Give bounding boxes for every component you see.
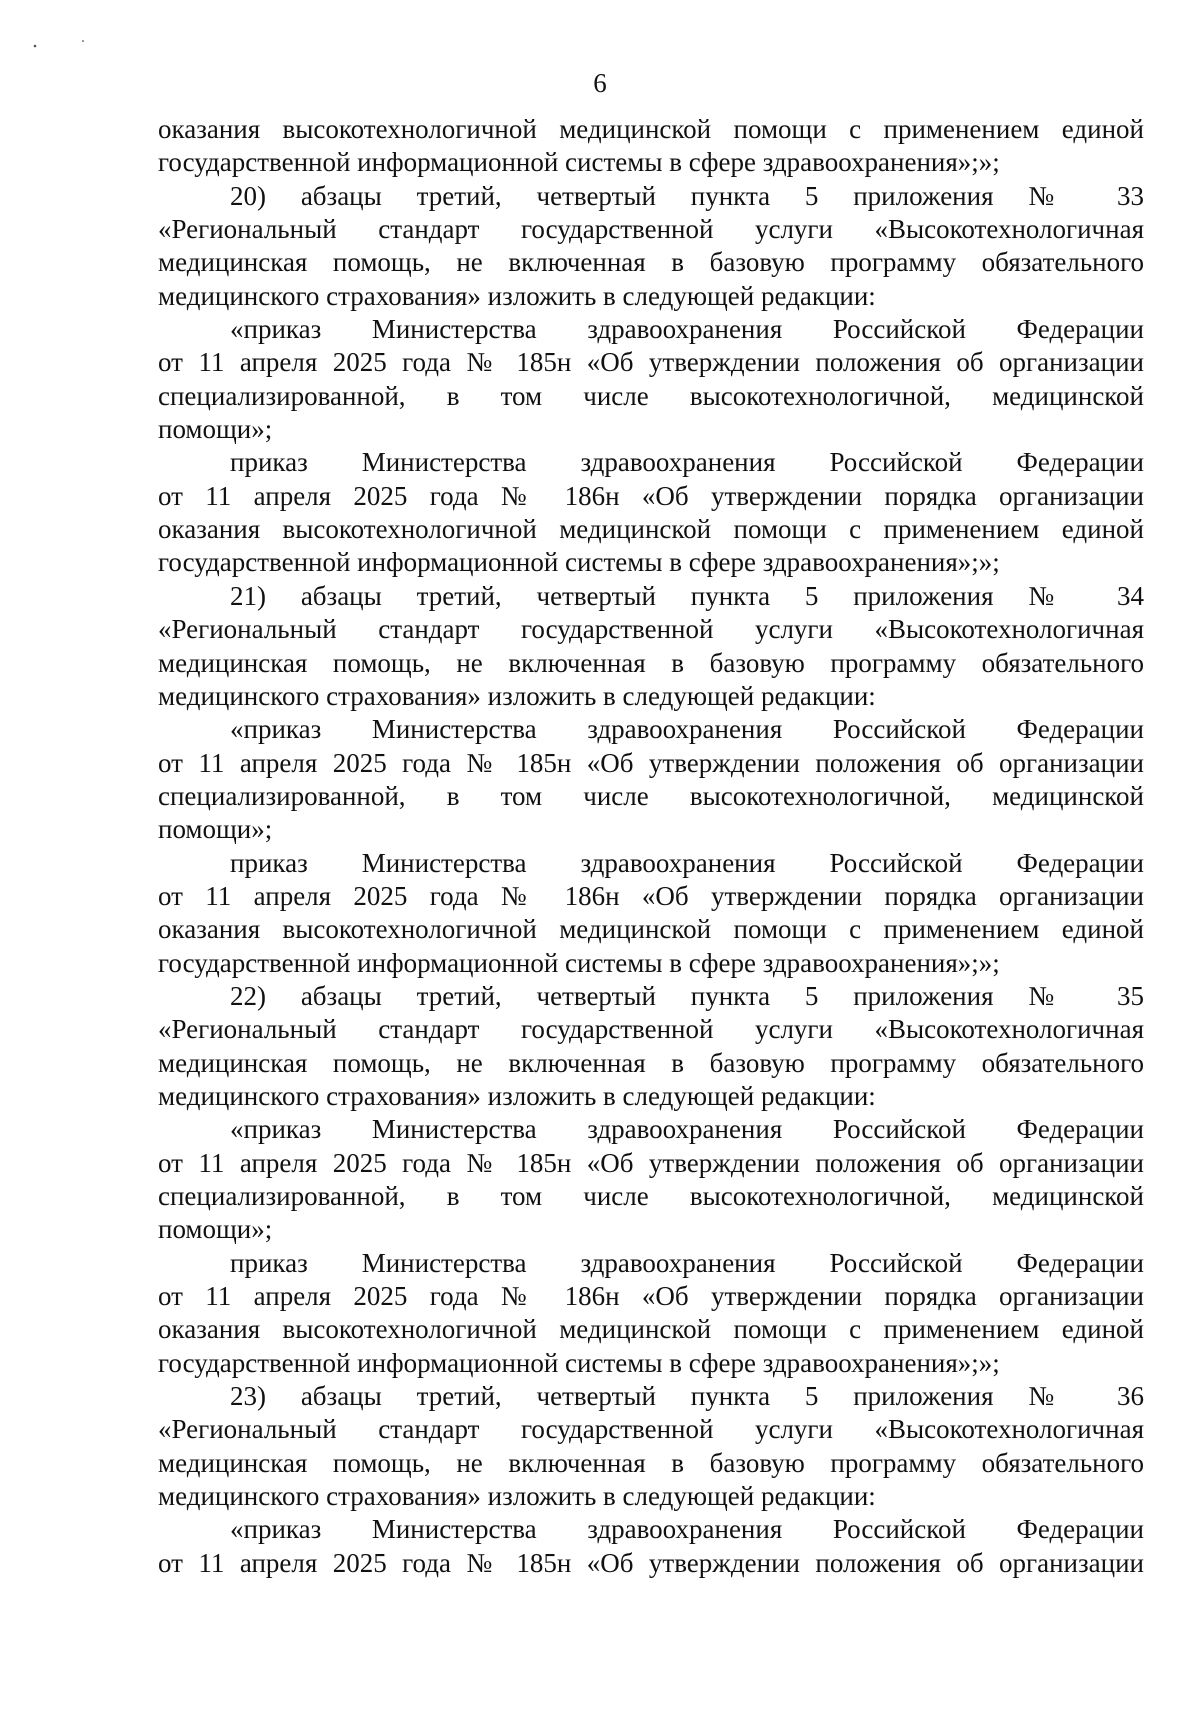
text-line: «Региональный стандарт государственной услуги «Высокотехнологичная (158, 1014, 1144, 1045)
text-line: «приказ Министерства здравоохранения Российской Федерации (230, 314, 1144, 345)
text-line: «Региональный стандарт государственной услуги «Высокотехнологичная (158, 1414, 1144, 1445)
text-line: специализированной, в том числе высокотехнологичной, медицинской (158, 380, 1144, 411)
scan-speck (34, 45, 37, 48)
text-line: специализированной, в том числе высокотехнологичной, медицинской (158, 780, 1144, 811)
text-line: помощи»; (158, 414, 273, 445)
text-line: оказания высокотехнологичной медицинской помощи с применением единой (158, 914, 1144, 945)
text-line: от 11 апреля 2025 года № 185н «Об утверждении положения об организации (158, 347, 1144, 378)
text-line: от 11 апреля 2025 года № 185н «Об утверждении положения об организации (158, 1147, 1144, 1178)
text-line: медицинская помощь, не включенная в базовую программу обязательного (158, 1447, 1144, 1478)
text-line: приказ Министерства здравоохранения Российской Федерации (230, 447, 1144, 478)
text-line: оказания высокотехнологичной медицинской помощи с применением единой (158, 514, 1144, 545)
text-line: от 11 апреля 2025 года № 185н «Об утверждении положения об организации (158, 1547, 1144, 1578)
scan-speck (82, 40, 84, 42)
text-line: от 11 апреля 2025 года № 186н «Об утверждении порядка организации (158, 480, 1144, 511)
text-line: 23) абзацы третий, четвертый пункта 5 приложения № 36 (230, 1381, 1144, 1412)
text-line: «Региональный стандарт государственной услуги «Высокотехнологичная (158, 214, 1144, 245)
text-line: «Региональный стандарт государственной услуги «Высокотехнологичная (158, 614, 1144, 645)
text-line: помощи»; (158, 1214, 273, 1245)
page-number: 6 (593, 68, 607, 98)
text-line: медицинская помощь, не включенная в базовую программу обязательного (158, 247, 1144, 278)
text-line: 20) абзацы третий, четвертый пункта 5 приложения № 33 (230, 180, 1144, 211)
text-line: 21) абзацы третий, четвертый пункта 5 приложения № 34 (230, 580, 1144, 611)
text-line: от 11 апреля 2025 года № 185н «Об утверждении положения об организации (158, 747, 1144, 778)
text-line: медицинского страхования» изложить в следующей редакции: (158, 1481, 876, 1512)
text-line: оказания высокотехнологичной медицинской помощи с применением единой (158, 114, 1144, 144)
text-line: медицинского страхования» изложить в следующей редакции: (158, 280, 876, 311)
text-line: «приказ Министерства здравоохранения Российской Федерации (230, 1114, 1144, 1145)
text-line: медицинская помощь, не включенная в базовую программу обязательного (158, 1047, 1144, 1078)
text-line: медицинского страхования» изложить в следующей редакции: (158, 1080, 876, 1111)
text-line: 22) абзацы третий, четвертый пункта 5 приложения № 35 (230, 980, 1144, 1011)
text-line: медицинская помощь, не включенная в базовую программу обязательного (158, 647, 1144, 678)
text-line: от 11 апреля 2025 года № 186н «Об утверждении порядка организации (158, 1281, 1144, 1312)
text-line: государственной информационной системы в сфере здравоохранения»;»; (158, 547, 1000, 578)
text-line: государственной информационной системы в сфере здравоохранения»;»; (158, 947, 1000, 978)
text-line: помощи»; (158, 814, 273, 845)
text-line: «приказ Министерства здравоохранения Российской Федерации (230, 714, 1144, 745)
text-line: от 11 апреля 2025 года № 186н «Об утверждении порядка организации (158, 880, 1144, 911)
text-line: приказ Министерства здравоохранения Российской Федерации (230, 1247, 1144, 1278)
text-line: государственной информационной системы в сфере здравоохранения»;»; (158, 1347, 1000, 1378)
scan-specks (30, 38, 90, 50)
text-line: медицинского страхования» изложить в следующей редакции: (158, 680, 876, 711)
document-body (158, 113, 1144, 1580)
text-line: специализированной, в том числе высокотехнологичной, медицинской (158, 1181, 1144, 1211)
text-line: государственной информационной системы в сфере здравоохранения»;»; (158, 147, 1000, 178)
text-line: приказ Министерства здравоохранения Российской Федерации (230, 847, 1144, 878)
text-line: «приказ Министерства здравоохранения Российской Федерации (230, 1514, 1144, 1545)
text-line: оказания высокотехнологичной медицинской помощи с применением единой (158, 1314, 1144, 1345)
